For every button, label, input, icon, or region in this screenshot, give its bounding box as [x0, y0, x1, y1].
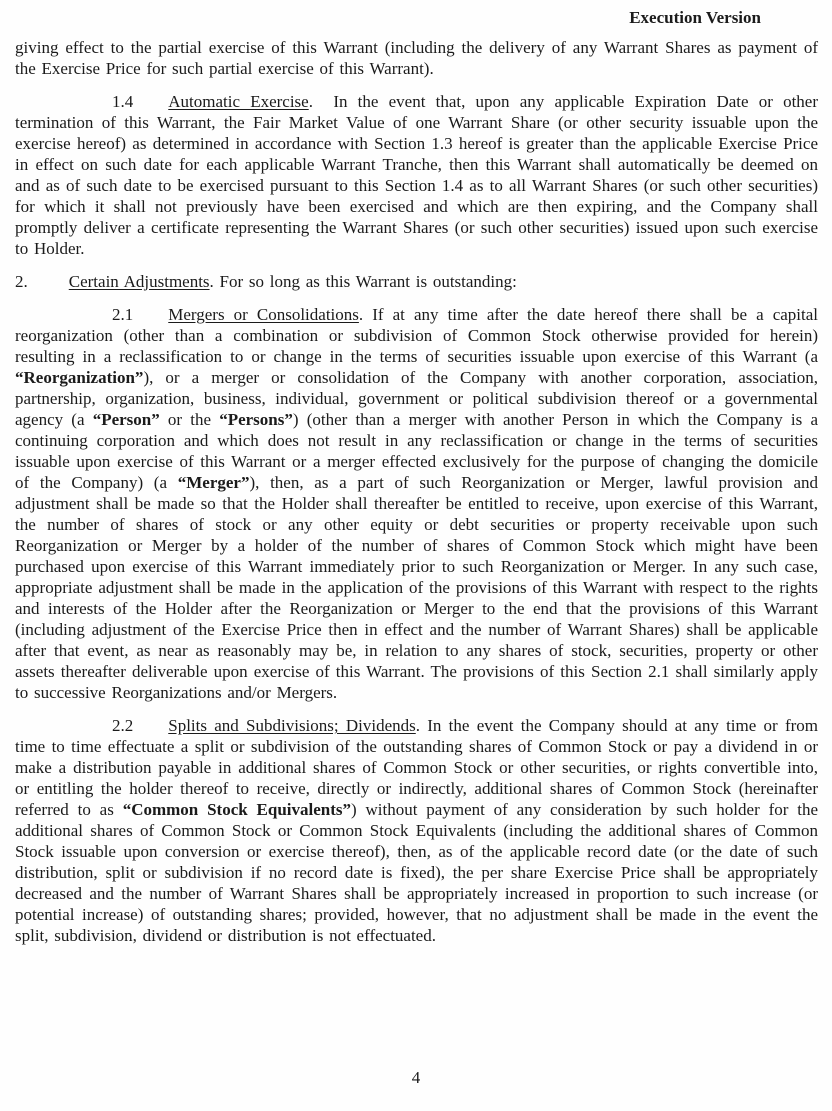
text-run: ), then, as a part of such Reorganization or Merger, lawful provision and adjustment shall be made so that the Holder shall thereafter be entitled to receive, upon exercise of this Warrant, the number of shares of stock or any other equity or debt securities or property receivable upon such Reorganization or Merger by a holder of the number of shares of Common Stock which might have been purchased upon exercise of this Warrant immediately prior to such Reorganization or Merger. In any such case, appropriate adjustment shall be made in the application of the provisions of this Warrant with respect to the rights and interests of the Holder after the Reorganization or Merger to the end that the provisions of this Warrant (including adjustment of the Exercise Price then in effect and the number of Warrant Shares) shall be applicable after that event, as near as reasonably may be, in relation to any shares of stock, securities, property or other assets thereafter deliverable upon exercise of this Warrant. The provisions of this Section 2.1 shall similarly apply to successive Reorganizations and/or Mergers. [15, 473, 819, 702]
text-run: . If at any time after the date hereof there shall be a capital reorganization (other than a combination or subdivision of Common Stock otherwise provided for herein) resulting in a reclassification to or change in the terms of securities issuable upon exercise of this Warrant (a [15, 305, 818, 366]
section-heading: Certain Adjustments [68, 272, 210, 291]
defined-term: “Persons” [219, 410, 293, 429]
text-run: ) without payment of any consideration by such holder for the additional shares of Common Stock or Common Stock Equivalents (including the additional shares of Common Stock issuable upon conversion or exercise thereof), then, as of the applicable record date (or the date of such distribution, split or subdivision if no record date is fixed), the per share Exercise Price shall be appropriately decreased and the number of Warrant Shares shall be appropriately increased in proportion to such increase (or potential increase) of outstanding shares; provided, however, that no adjustment shall be made in the event the split, subdivision, dividend or distribution is not effectuated. [15, 800, 819, 945]
section-number: 2.1 [112, 305, 134, 324]
defined-term: “Common Stock Equivalents” [122, 800, 352, 819]
section-paragraph [15, 304, 818, 703]
text-run: or the [159, 410, 220, 429]
execution-version-label: Execution Version [629, 8, 761, 27]
section-number: 1.4 [112, 92, 134, 111]
section-paragraph [15, 271, 818, 292]
section-paragraph [15, 91, 818, 259]
section-number: 2.2 [112, 716, 134, 735]
section-heading: Mergers or Consolidations [168, 305, 359, 324]
text-run: ), or a merger or consolidation of the Company with another corporation, association, partnership, organization, business, individual, government or political subdivision thereof or a governmental agency (a [15, 368, 818, 429]
text-run: ) (other than a merger with another Person in which the Company is a continuing corporation and which does not result in any reclassification or change in the terms of securities issuable upon exercise of this Warrant or a merger effected exclusively for the purpose of changing the domicile of the Company) (a [15, 410, 818, 492]
paragraphs [15, 37, 818, 946]
defined-term: “Person” [92, 410, 160, 429]
section-heading: Automatic Exercise [168, 92, 309, 111]
paragraph [15, 37, 818, 79]
text-run: . In the event that, upon any applicable Expiration Date or other termination of this Warrant, the Fair Market Value of one Warrant Share (or other security issuable upon the exercise hereof) as determined in accordance with Section 1.3 hereof is greater than the applicable Exercise Price in effect on such date for each applicable Warrant Tranche, then this Warrant shall automatically be deemed on and as of such date to be exercised pursuant to this Section 1.4 as to all Warrant Shares (or such other securities) for which it shall not previously have been exercised and which are then expiring, and the Company shall promptly deliver a certificate representing the Warrant Shares (or such other securities) issued upon such exercise to Holder. [15, 92, 818, 258]
defined-term: “Merger” [177, 473, 250, 492]
page-number: 4 [411, 1068, 421, 1087]
text-run: giving effect to the partial exercise of this Warrant (including the delivery of any Warrant Shares as payment of the Exercise Price for such partial exercise of this Warrant). [15, 38, 818, 78]
defined-term: “Reorganization” [15, 368, 144, 387]
text-run: . For so long as this Warrant is outstanding: [209, 272, 517, 291]
section-paragraph [15, 715, 818, 946]
section-number: 2. [15, 272, 28, 291]
section-heading: Splits and Subdivisions; Dividends [168, 716, 416, 735]
text-run: . In the event the Company should at any time or from time to time effectuate a split or subdivision of the outstanding shares of Common Stock or pay a dividend in or make a distribution payable in additional shares of Common Stock or other securities, or rights convertible into, or entitling the holder thereof to receive, directly or indirectly, additional shares of Common Stock (hereinafter referred to as [15, 716, 818, 819]
